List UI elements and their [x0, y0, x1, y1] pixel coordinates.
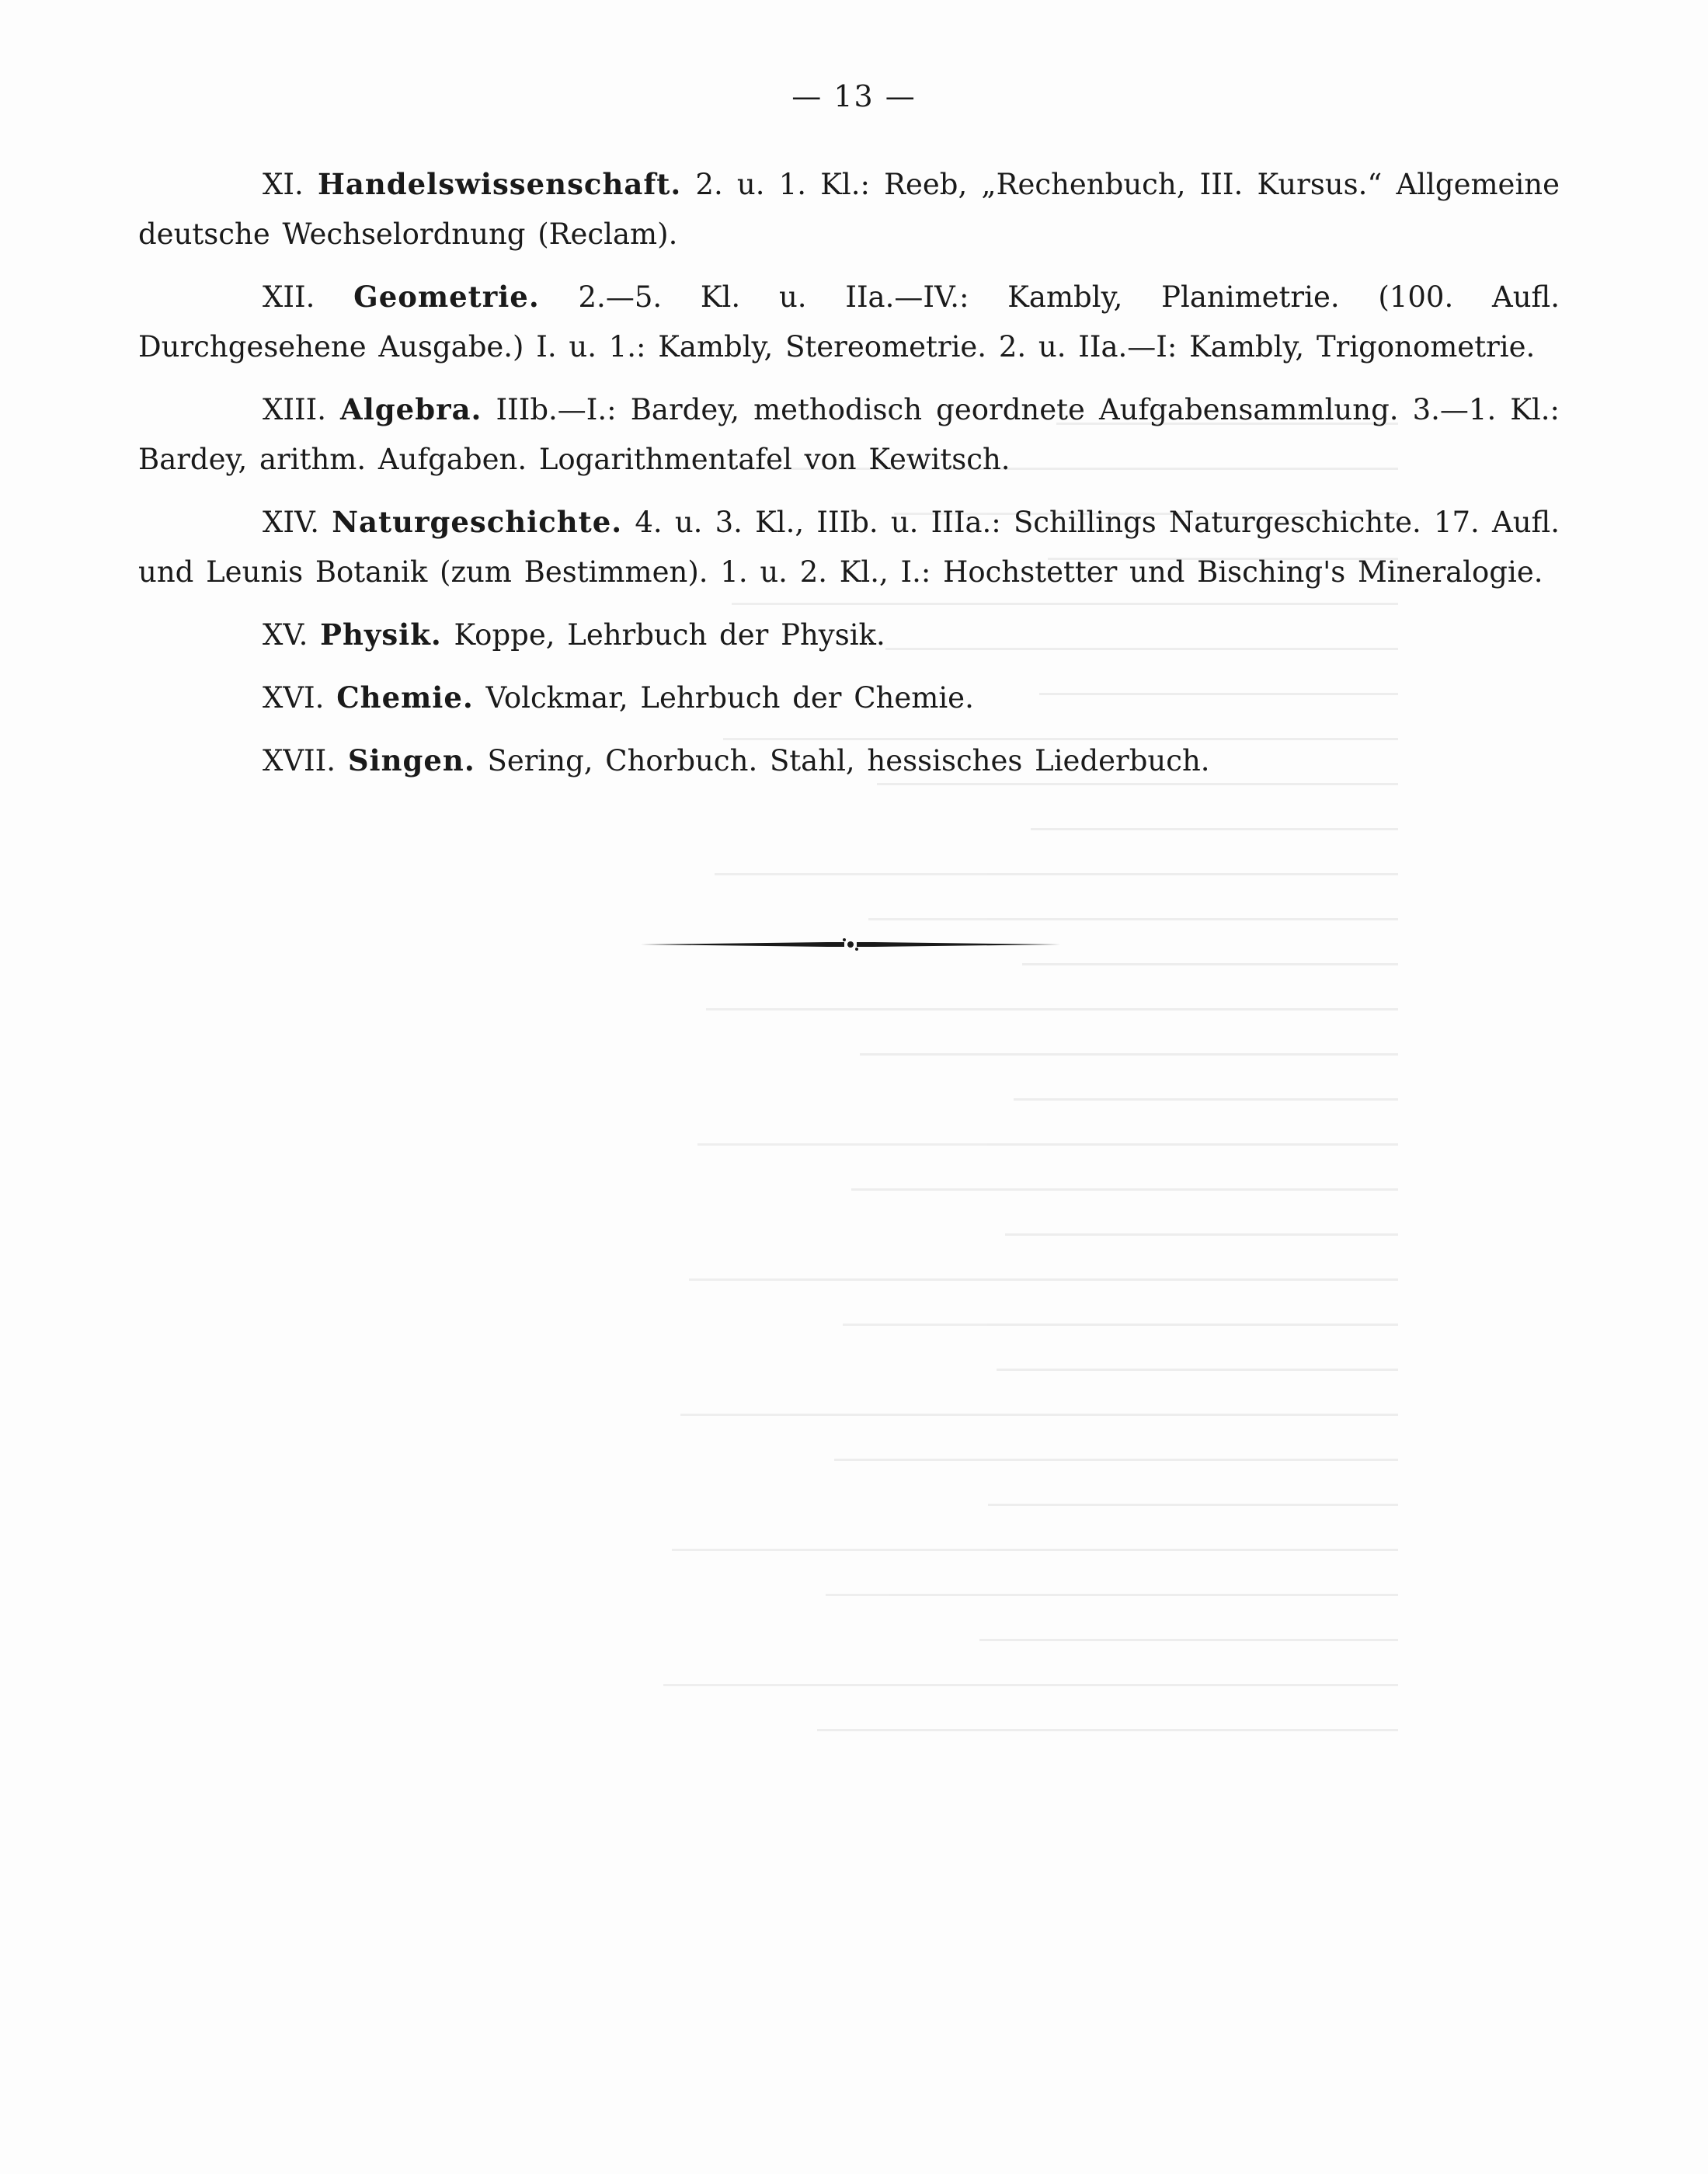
- bleed-through-line: [715, 831, 1398, 875]
- entry-text: Sering, Chorbuch. Stahl, hessisches Liederbuch.: [487, 744, 1210, 777]
- bleed-through-line: [868, 876, 1398, 920]
- bleed-through-line: [680, 1372, 1398, 1416]
- bleed-through-line: [834, 1417, 1398, 1461]
- entry-number: XI.: [263, 168, 304, 201]
- entry-subject: Chemie.: [336, 680, 474, 715]
- entry-subject: Handelswissenschaft.: [317, 167, 682, 201]
- entry-physik: [138, 610, 1560, 660]
- bleed-through-line: [689, 1237, 1398, 1281]
- entry-number: XIII.: [263, 393, 326, 426]
- bleed-through-line: [1014, 1056, 1398, 1101]
- entry-naturgeschichte: [138, 497, 1560, 597]
- entry-text: 4. u. 3. Kl., IIIb. u. IIIa.: Schillings Naturgeschichte. 17. Aufl. und Leunis Botanik (zum Bestimmen). 1. u. 2. Kl., I.: Hochstetter und Bisching's Mineralogie.: [138, 506, 1560, 589]
- page-number: — 13 —: [791, 79, 917, 113]
- bleed-through-line: [851, 1146, 1398, 1191]
- entry-text: Koppe, Lehrbuch der Physik.: [454, 618, 885, 652]
- entry-text: 2.—5. Kl. u. IIa.—IV.: Kambly, Planimetrie. (100. Aufl. Durchgesehene Ausgabe.) I. u. 1.: Kambly, Stereometrie. 2. u. IIa.—I: Kambly, Trigonometrie.: [138, 280, 1560, 363]
- ornament-dot: [855, 948, 858, 951]
- bleed-through-line: [697, 1101, 1398, 1146]
- bleed-through-line: [860, 1011, 1398, 1056]
- bleed-through-line: [1022, 921, 1398, 965]
- ornament-center-dot: [847, 941, 854, 948]
- bleed-through-line: [979, 1597, 1398, 1641]
- bleed-through-line: [706, 966, 1398, 1010]
- entry-subject: Geometrie.: [353, 280, 540, 314]
- entry-subject: Algebra.: [340, 392, 482, 426]
- bleed-through-line: [826, 1552, 1398, 1596]
- ornament-dot: [843, 938, 846, 941]
- entry-text: 2. u. 1. Kl.: Reeb, „Rechenbuch, III. Kursus.“ Allgemeine deutsche Wechselordnung (Reclam).: [138, 168, 1560, 251]
- entry-singen: [138, 736, 1560, 786]
- entry-subject: Physik.: [320, 617, 442, 652]
- entry-subject: Naturgeschichte.: [332, 505, 623, 539]
- bleed-through-line: [843, 1282, 1398, 1326]
- bleed-through-line: [663, 1642, 1398, 1686]
- entry-handelswissenschaft: [138, 159, 1560, 259]
- ornament-left-arm: [641, 942, 844, 947]
- entry-number: XIV.: [263, 506, 319, 539]
- textbook-list: [138, 159, 1560, 798]
- bleed-through-line: [1005, 1191, 1398, 1236]
- entry-number: XVII.: [263, 744, 336, 777]
- entry-subject: Singen.: [347, 743, 475, 777]
- entry-algebra: [138, 384, 1560, 485]
- ornament-right-arm: [857, 942, 1060, 947]
- bleed-through-line: [672, 1507, 1398, 1551]
- ornament-divider: [641, 935, 1060, 954]
- entry-number: XV.: [263, 618, 308, 652]
- bleed-through-line: [997, 1327, 1398, 1371]
- entry-chemie: [138, 673, 1560, 723]
- entry-text: IIIb.—I.: Bardey, methodisch geordnete Aufgabensammlung. 3.—1. Kl.: Bardey, arithm. Aufgaben. Logarithmentafel von Kewitsch.: [138, 393, 1560, 476]
- entry-text: Volckmar, Lehrbuch der Chemie.: [485, 681, 974, 715]
- bleed-through-line: [988, 1462, 1398, 1506]
- entry-geometrie: [138, 272, 1560, 372]
- bleed-through-line: [817, 1687, 1398, 1731]
- entry-number: XII.: [263, 280, 315, 314]
- entry-number: XVI.: [263, 681, 325, 715]
